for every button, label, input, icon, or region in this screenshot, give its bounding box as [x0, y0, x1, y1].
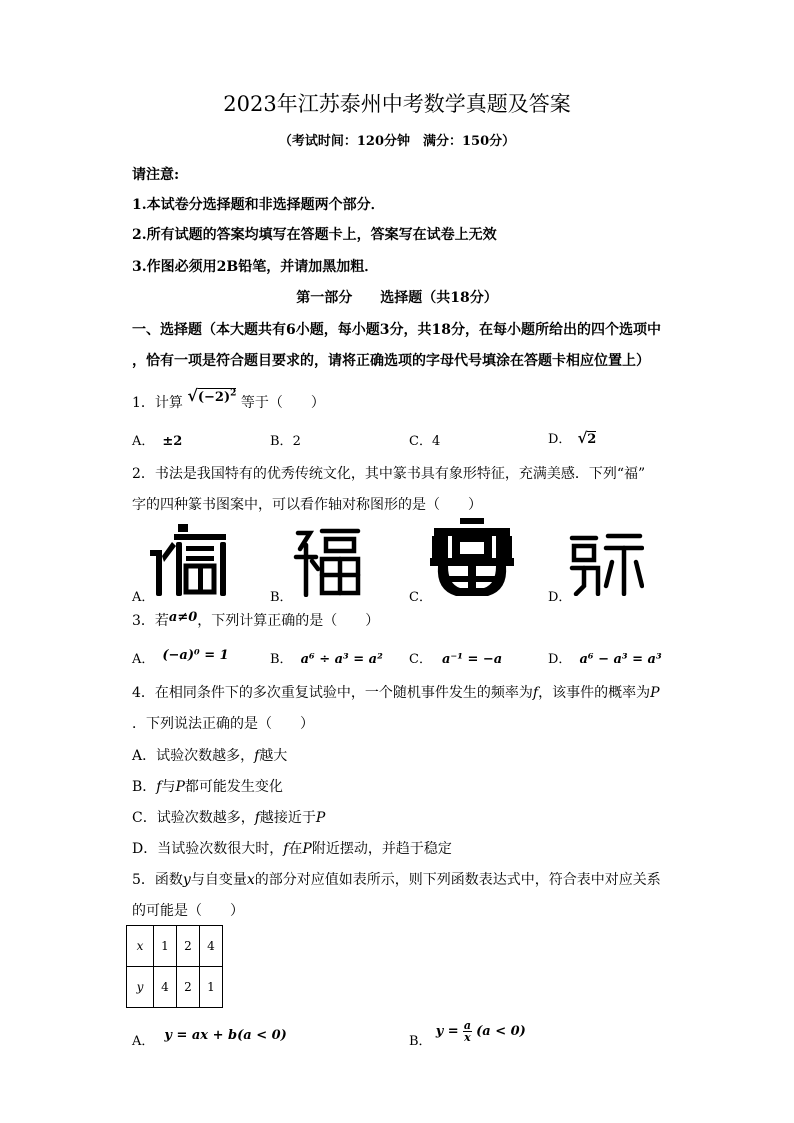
q5-text: 与自变量	[190, 872, 247, 888]
q2-option-d-letter: D．	[548, 590, 572, 605]
notice-item: 3.作图必须用2B铅笔，并请加黑加粗．	[132, 259, 379, 275]
q4-option-a	[132, 745, 287, 765]
q5-var-y: y	[182, 872, 191, 888]
option-text: 试验次数越多，	[156, 748, 255, 764]
option-value: a⁶ ÷ a³ = a²	[300, 652, 383, 667]
q1-prefix: 1．计算	[132, 395, 183, 411]
q2-option-b-letter: B．	[270, 590, 293, 605]
q5-option-a	[132, 1030, 287, 1049]
option-text: 试验次数越多，	[156, 810, 255, 826]
math-fraction	[463, 1020, 472, 1043]
option-text: 越接近于	[259, 810, 316, 826]
option-letter: A．	[132, 434, 155, 449]
option-var: P	[175, 779, 185, 795]
section-instruction: 一、选择题（本大题共有6小题，每小题3分，共18分，在每小题所给出的四个选项中	[132, 322, 661, 338]
q3-suffix: ，下列计算正确的是（ ）	[197, 613, 380, 629]
option-var: f	[254, 748, 260, 764]
option-value: 4	[431, 434, 441, 449]
seal-script-fu-a-image	[150, 520, 230, 598]
option-text: 附近摆动，并趋于稳定	[311, 841, 452, 857]
q5-option-b	[409, 1019, 526, 1053]
table-cell: 4	[154, 967, 177, 1008]
q5-var-x: x	[246, 872, 255, 888]
option-value: 2	[587, 432, 597, 447]
option-letter: D．	[132, 841, 158, 857]
table-row	[127, 926, 223, 967]
q5-value-table	[126, 925, 223, 1008]
q3-option-d	[548, 648, 662, 667]
option-value: (−a)⁰ = 1	[162, 648, 229, 663]
q2-option-a-letter: A．	[132, 590, 155, 605]
option-text: 与	[161, 779, 176, 795]
q1-option-c	[409, 430, 440, 449]
seal-script-fu-c-image	[430, 518, 514, 600]
option-var: f	[254, 810, 260, 826]
q3-condition: a≠0	[168, 610, 198, 625]
option-value: a⁶ − a³ = a³	[579, 652, 662, 667]
fraction-denominator: x	[464, 1031, 471, 1044]
table-cell: 1	[200, 967, 223, 1008]
option-letter: C．	[409, 652, 432, 667]
notice-heading: 请注意:	[132, 167, 180, 183]
math-lhs: y =	[435, 1024, 459, 1039]
q3-option-a	[132, 648, 229, 667]
page-title: 2023年江苏泰州中考数学真题及答案	[223, 92, 571, 116]
q4-var-p: P	[650, 685, 660, 701]
q1-base: (−2)	[197, 390, 231, 405]
question-5-line: 的可能是（ ）	[132, 903, 244, 919]
option-letter: B．	[409, 1034, 432, 1049]
option-var: f	[156, 779, 162, 795]
question-1-stem	[132, 386, 325, 412]
exam-info: （考试时间：120分钟 满分：150分）	[278, 134, 516, 149]
question-2-line: 字的四种篆书图案中，可以看作轴对称图形的是（ ）	[132, 497, 482, 513]
option-value	[436, 1020, 526, 1043]
option-var: P	[315, 810, 326, 826]
fraction-numerator: a	[463, 1019, 471, 1032]
option-value: 2	[292, 434, 301, 449]
option-text: 当试验次数很大时，	[157, 841, 284, 857]
seal-script-fu-b-image	[292, 525, 362, 597]
option-text: 越大	[259, 748, 288, 764]
option-value: ±2	[162, 434, 183, 449]
q1-option-b	[270, 430, 301, 449]
q1-option-a	[132, 430, 182, 449]
option-letter: A．	[132, 748, 157, 764]
seal-script-fu-d-image	[568, 530, 644, 596]
option-letter: B．	[132, 779, 157, 795]
q1-option-d: D． √2	[548, 429, 597, 447]
notice-item: 2.所有试题的答案均填写在答题卡上，答案写在试卷上无效	[132, 227, 497, 243]
option-var: f	[283, 841, 289, 857]
q5-text: 的部分对应值如表所示，则下列函数表达式中，符合表中对应关系	[254, 872, 661, 888]
q4-var-f: f	[532, 685, 539, 701]
table-cell: 2	[177, 926, 200, 967]
table-cell: x	[127, 926, 154, 967]
math-condition: (a < 0)	[476, 1024, 526, 1039]
table-row	[127, 967, 223, 1008]
q2-option-c-letter: C．	[409, 590, 432, 605]
section-instruction: ，恰有一项是符合题目要求的，请将正确选项的字母代号填涂在答题卡相应位置上）	[132, 353, 650, 369]
option-text: 在	[288, 841, 303, 857]
q4-text: ，该事件的概率为	[538, 685, 651, 701]
q1-expression: $√(-2)^2$	[187, 386, 237, 405]
option-letter: A．	[132, 1034, 155, 1049]
q4-option-d	[132, 838, 452, 858]
table-cell: 1	[154, 926, 177, 967]
option-letter: C．	[132, 810, 157, 826]
option-letter: B．	[270, 652, 293, 667]
q4-option-c	[132, 807, 325, 827]
q3-option-c	[409, 648, 502, 667]
q3-prefix: 3．若	[132, 613, 169, 629]
notice-item: 1.本试卷分选择题和非选择题两个部分．	[132, 197, 385, 213]
question-3-stem	[132, 610, 379, 630]
option-text: 都可能发生变化	[184, 779, 283, 795]
table-cell: 2	[177, 967, 200, 1008]
question-4-line: ．下列说法正确的是（ ）	[132, 716, 314, 732]
part-heading: 第一部分 选择题（共18分）	[296, 290, 498, 306]
option-value: y = ax + b(a < 0)	[164, 1028, 287, 1043]
q1-exponent: 2	[230, 388, 237, 399]
q4-text: 4．在相同条件下的多次重复试验中，一个随机事件发生的频率为	[132, 685, 533, 701]
q3-option-b	[270, 648, 383, 667]
table-cell: y	[127, 967, 154, 1008]
q5-text: 5．函数	[132, 872, 183, 888]
question-4-line	[132, 682, 660, 702]
q4-option-b	[132, 776, 283, 796]
question-2-line: 2．书法是我国特有的优秀传统文化，其中篆书具有象形特征，充满美感．下列“福”	[132, 466, 646, 482]
question-5-line	[132, 869, 661, 889]
option-letter: B．	[270, 434, 293, 449]
option-value: a⁻¹ = −a	[441, 652, 503, 667]
table-cell: 4	[200, 926, 223, 967]
q1-suffix: 等于（ ）	[240, 395, 325, 411]
option-letter: D．	[548, 432, 572, 447]
option-var: P	[302, 841, 312, 857]
option-letter: C．	[409, 434, 432, 449]
option-letter: D．	[548, 652, 572, 667]
option-letter: A．	[132, 652, 155, 667]
